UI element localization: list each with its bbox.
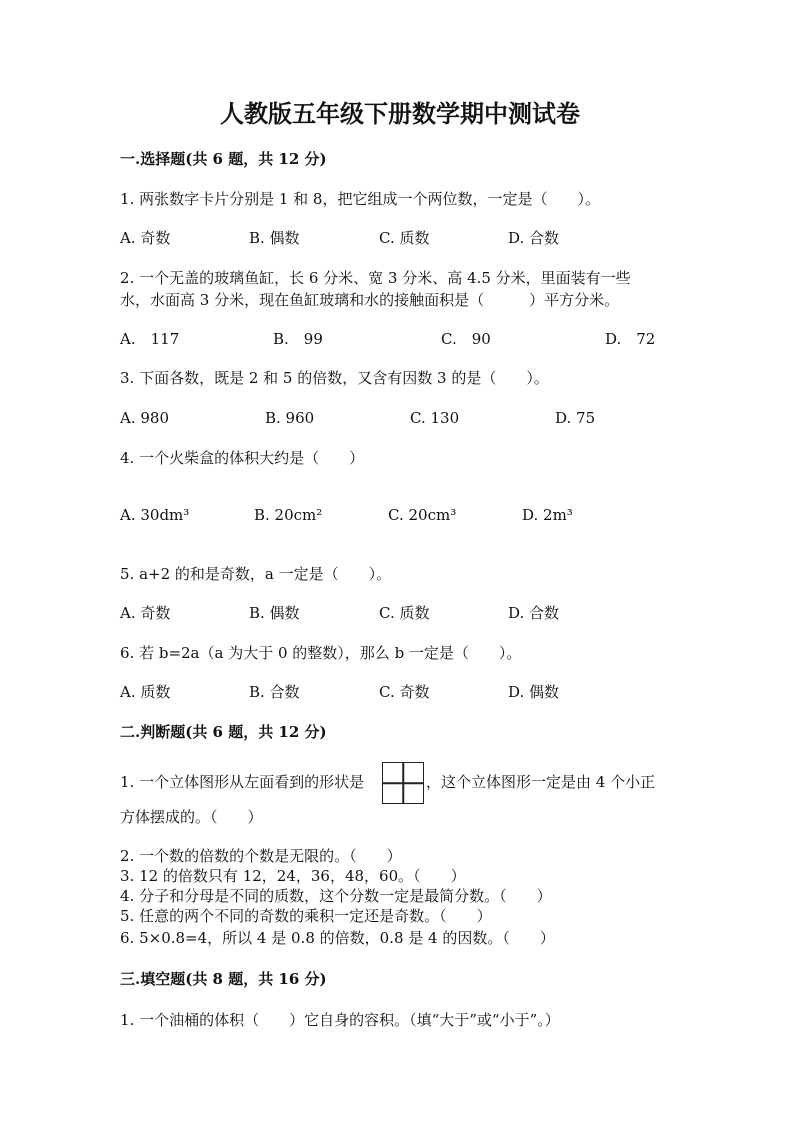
option-a: A. 奇数: [120, 229, 171, 247]
option-c: C. 90: [441, 330, 491, 348]
judgement-item: 3. 12 的倍数只有 12，24，36，48，60。（ ）: [120, 867, 466, 885]
option-d: D. 2m³: [522, 506, 573, 524]
question-stem-part1: 1. 一个立体图形从左面看到的形状是: [120, 773, 365, 791]
question-stem-part2: ，这个立体图形一定是由 4 个小正: [426, 773, 656, 791]
option-d: D. 偶数: [508, 683, 560, 701]
question-stem: 3. 下面各数，既是 2 和 5 的倍数，又含有因数 3 的是（ ）。: [120, 369, 549, 387]
question-stem-line2: 方体摆成的。（ ）: [120, 808, 263, 826]
judgement-item: 2. 一个数的倍数的个数是无限的。（ ）: [120, 847, 402, 865]
question-stem-line2: 水，水面高 3 分米，现在鱼缸玻璃和水的接触面积是（ ）平方分米。: [120, 291, 620, 309]
option-c: C. 奇数: [379, 683, 430, 701]
option-d: D. 75: [555, 409, 596, 427]
question-stem: 4. 一个火柴盒的体积大约是（ ）: [120, 449, 365, 467]
option-a: A. 质数: [120, 683, 171, 701]
option-b: B. 偶数: [249, 229, 300, 247]
section-heading-judgement: 二.判断题(共 6 题，共 12 分): [120, 723, 327, 741]
four-square-grid-icon: [382, 762, 424, 804]
option-c: C. 质数: [379, 604, 430, 622]
page-title: 人教版五年级下册数学期中测试卷: [220, 99, 580, 128]
option-a: A. 奇数: [120, 604, 171, 622]
question-stem: 1. 一个油桶的体积（ ）它自身的容积。（填“大于”或“小于”。）: [120, 1011, 560, 1029]
judgement-item: 5. 任意的两个不同的奇数的乘积一定还是奇数。（ ）: [120, 907, 492, 925]
option-d: D. 72: [605, 330, 656, 348]
question-stem: 1. 两张数字卡片分别是 1 和 8，把它组成一个两位数，一定是（ ）。: [120, 190, 600, 208]
section-heading-fill-in: 三.填空题(共 8 题，共 16 分): [120, 970, 327, 988]
option-b: B. 20cm²: [254, 506, 323, 524]
option-a: A. 30dm³: [120, 506, 190, 524]
option-b: B. 99: [273, 330, 323, 348]
section-heading-choice: 一.选择题(共 6 题，共 12 分): [120, 150, 327, 168]
option-d: D. 合数: [508, 604, 560, 622]
option-a: A. 980: [120, 409, 169, 427]
question-stem: 5. a+2 的和是奇数，a 一定是（ ）。: [120, 565, 392, 583]
option-b: B. 偶数: [249, 604, 300, 622]
question-stem: 6. 若 b=2a（a 为大于 0 的整数），那么 b 一定是（ ）。: [120, 644, 522, 662]
option-c: C. 130: [410, 409, 460, 427]
option-c: C. 20cm³: [388, 506, 457, 524]
option-c: C. 质数: [379, 229, 430, 247]
option-b: B. 合数: [249, 683, 300, 701]
judgement-item: 6. 5×0.8=4，所以 4 是 0.8 的倍数，0.8 是 4 的因数。（ ）: [120, 929, 555, 947]
option-b: B. 960: [265, 409, 315, 427]
question-stem-line1: 2. 一个无盖的玻璃鱼缸，长 6 分米、宽 3 分米、高 4.5 分米，里面装有一些: [120, 269, 631, 287]
option-d: D. 合数: [508, 229, 560, 247]
judgement-item: 4. 分子和分母是不同的质数，这个分数一定是最简分数。（ ）: [120, 887, 552, 905]
option-a: A. 117: [120, 330, 180, 348]
